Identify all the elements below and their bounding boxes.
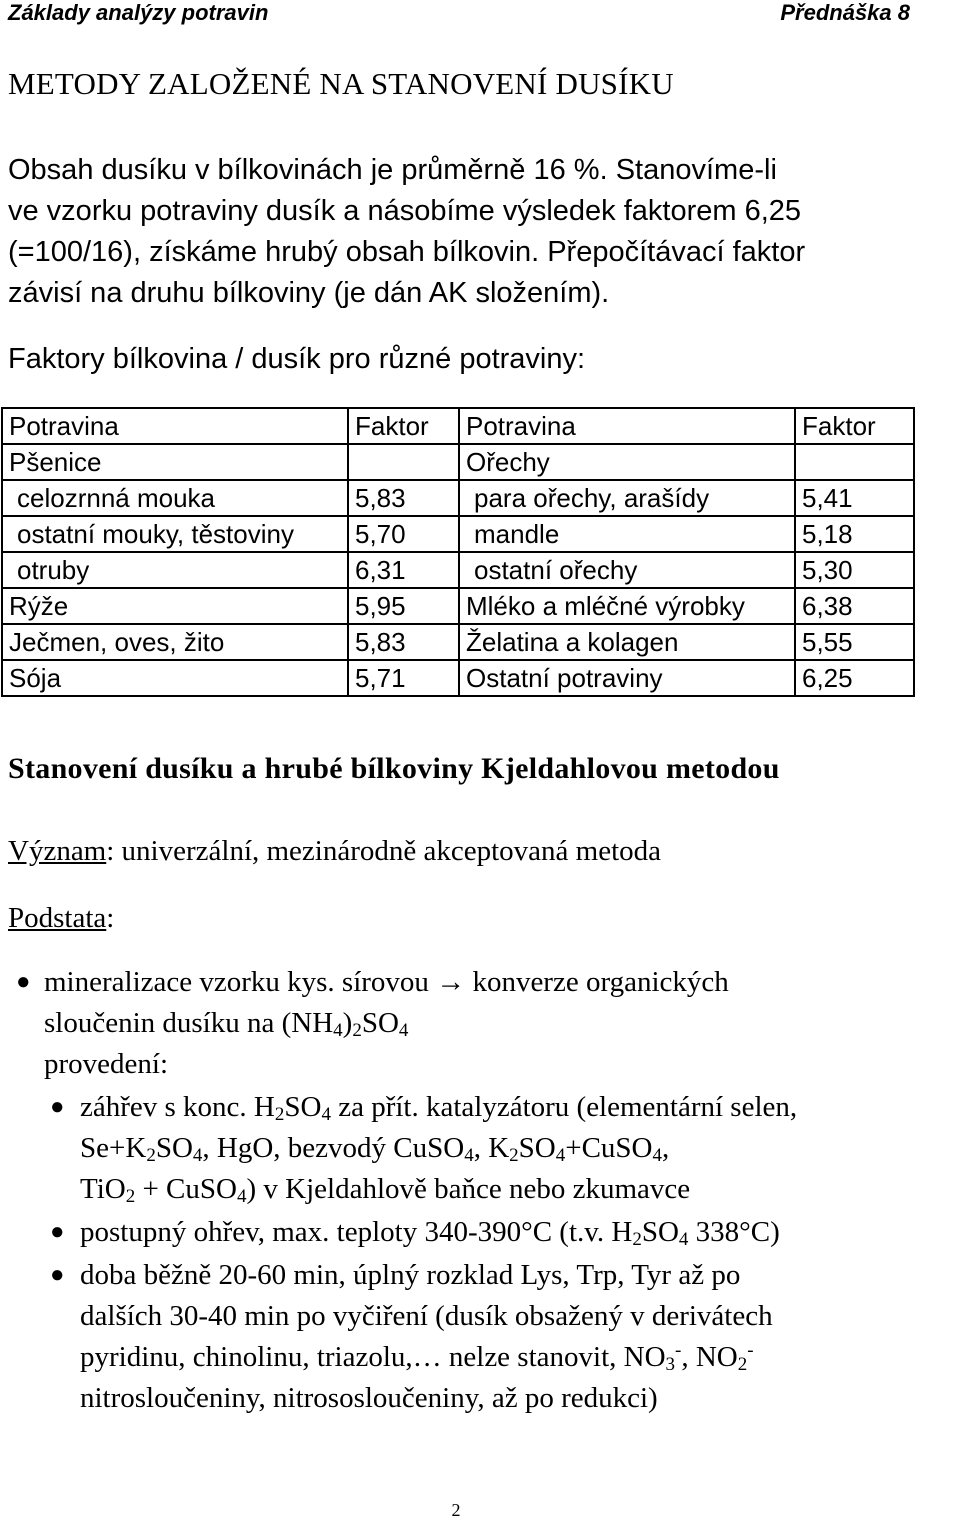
table-row <box>2 516 914 552</box>
subscript: 2 <box>632 1229 642 1250</box>
table-cell: 5,41 <box>795 480 914 516</box>
list-item-text: provedení: <box>44 1048 169 1080</box>
table-cell: Ostatní potraviny <box>459 660 795 696</box>
table-cell: 5,95 <box>348 588 459 624</box>
subscript: 2 <box>274 1104 285 1125</box>
table-cell: celozrnná mouka <box>2 480 348 516</box>
subscript: 4 <box>678 1229 689 1250</box>
subscript: 2 <box>125 1186 136 1207</box>
list-item-text: sloučenin dusíku na (NH <box>44 1007 334 1039</box>
bullet-icon: ● <box>50 1219 65 1245</box>
list-item-text: SO <box>284 1091 322 1123</box>
table-cell: para ořechy, arašídy <box>459 480 795 516</box>
table-cell <box>795 444 914 480</box>
bullet-icon: ● <box>50 1262 65 1288</box>
list-item-text: SO <box>155 1132 193 1164</box>
list-item-text: postupný ohřev, max. teploty 340-390°C (t.v. H <box>80 1216 633 1248</box>
header-lecture-number: Přednáška 8 <box>780 0 910 25</box>
table-cell: ostatní ořechy <box>459 552 795 588</box>
list-item-text: za přít. katalyzátoru (elementární selen, <box>330 1091 798 1123</box>
table-cell: 5,71 <box>348 660 459 696</box>
subscript: 2 <box>737 1354 748 1375</box>
subscript: 3 <box>665 1354 676 1375</box>
list-item-text: SO <box>641 1216 679 1248</box>
list-item-text: 338°C) <box>688 1216 780 1248</box>
list-item-text: nitrosloučeniny, nitrososloučeniny, až po redukci) <box>80 1382 658 1414</box>
table-cell: 5,70 <box>348 516 459 552</box>
vyznam-label: Význam <box>8 835 107 867</box>
subscript: 2 <box>146 1145 156 1166</box>
podstata-line <box>8 902 114 935</box>
list-item-text: , <box>662 1132 670 1164</box>
table-header-cell: Potravina <box>459 408 795 444</box>
list-item-text: ) <box>342 1007 353 1039</box>
page-number: 2 <box>451 1500 461 1520</box>
list-item <box>0 1212 960 1253</box>
table-row <box>2 444 914 480</box>
list-item <box>0 962 960 1085</box>
podstata-text: : <box>106 902 115 934</box>
list-item-text: záhřev s konc. H <box>80 1091 275 1123</box>
table-row <box>2 588 914 624</box>
table-cell: Rýže <box>2 588 348 624</box>
list-item-text: + CuSO <box>135 1173 237 1205</box>
list-item-text: , HgO, bezvodý CuSO <box>202 1132 465 1164</box>
table-header-cell: Faktor <box>348 408 459 444</box>
table-cell: 5,30 <box>795 552 914 588</box>
table-cell: 6,25 <box>795 660 914 696</box>
bullet-icon: ● <box>16 969 31 995</box>
section-title: Stanovení dusíku a hrubé bílkoviny Kjeldahlovou metodou <box>8 752 780 785</box>
intro-line: ve vzorku potraviny dusík a násobíme výsledek faktorem 6,25 <box>8 195 802 227</box>
list-item-text: doba běžně 20-60 min, úplný rozklad Lys, Trp, Tyr až po <box>80 1259 741 1291</box>
table-cell: 5,18 <box>795 516 914 552</box>
subscript: 4 <box>333 1020 343 1041</box>
list-item-text: , K <box>473 1132 510 1164</box>
subscript: 4 <box>652 1145 662 1166</box>
factor-table <box>1 407 915 697</box>
subscript: 4 <box>464 1145 474 1166</box>
subscript: 4 <box>236 1186 247 1207</box>
list-item-text: , NO <box>681 1341 738 1373</box>
table-cell: 5,55 <box>795 624 914 660</box>
list-item-text: TiO <box>80 1173 126 1205</box>
table-cell: Pšenice <box>2 444 348 480</box>
header-course-title: Základy analýzy potravin <box>8 0 269 25</box>
arrow-right-icon: → <box>436 966 466 998</box>
table-header-row <box>2 408 914 444</box>
vyznam-line <box>8 835 661 868</box>
table-cell <box>348 444 459 480</box>
subscript: 2 <box>352 1020 362 1041</box>
bullet-icon: ● <box>50 1094 65 1120</box>
table-cell: Ječmen, oves, žito <box>2 624 348 660</box>
list-item-text: SO <box>361 1007 399 1039</box>
table-cell: Ořechy <box>459 444 795 480</box>
list-item <box>0 1255 960 1419</box>
table-cell: Sója <box>2 660 348 696</box>
table-cell: ostatní mouky, těstoviny <box>2 516 348 552</box>
table-row <box>2 480 914 516</box>
list-item-text: Se+K <box>80 1132 147 1164</box>
intro-line: (=100/16), získáme hrubý obsah bílkovin. Přepočítávací faktor <box>8 236 806 268</box>
table-cell: 6,31 <box>348 552 459 588</box>
page-title: METODY ZALOŽENÉ NA STANOVENÍ DUSÍKU <box>8 66 674 101</box>
list-item-text: pyridinu, chinolinu, triazolu,… nelze stanovit, NO <box>80 1341 666 1373</box>
table-header-cell: Potravina <box>2 408 348 444</box>
list-item-text: +CuSO <box>565 1132 653 1164</box>
list-item-text: mineralizace vzorku kys. sírovou <box>44 966 437 998</box>
table-row <box>2 552 914 588</box>
subscript: 2 <box>509 1145 519 1166</box>
intro-paragraph <box>8 150 938 314</box>
podstata-label: Podstata <box>8 902 107 934</box>
superscript: - <box>747 1340 754 1361</box>
subscript: 4 <box>321 1104 331 1125</box>
table-cell: 5,83 <box>348 480 459 516</box>
table-header-cell: Faktor <box>795 408 914 444</box>
table-cell: 5,83 <box>348 624 459 660</box>
subscript: 4 <box>398 1020 409 1041</box>
list-item <box>0 1087 960 1210</box>
factor-table-heading: Faktory bílkovina / dusík pro různé potraviny: <box>8 343 586 375</box>
intro-line: závisí na druhu bílkoviny (je dán AK složením). <box>8 277 610 309</box>
list-item-text: konverze organických <box>465 966 729 998</box>
table-cell: Želatina a kolagen <box>459 624 795 660</box>
method-list <box>0 962 960 1419</box>
table-row <box>2 624 914 660</box>
table-cell: mandle <box>459 516 795 552</box>
list-item-text: SO <box>518 1132 556 1164</box>
vyznam-text: : univerzální, mezinárodně akceptovaná metoda <box>106 835 662 867</box>
table-cell: otruby <box>2 552 348 588</box>
subscript: 4 <box>192 1145 203 1166</box>
intro-line: Obsah dusíku v bílkovinách je průměrně 16 %. Stanovíme-li <box>8 154 777 186</box>
list-item-text: dalších 30-40 min po vyčiření (dusík obsažený v derivátech <box>80 1300 773 1332</box>
superscript: - <box>675 1340 682 1361</box>
table-row <box>2 660 914 696</box>
table-cell: Mléko a mléčné výrobky <box>459 588 795 624</box>
table-cell: 6,38 <box>795 588 914 624</box>
list-item-text: ) v Kjeldahlově baňce nebo zkumavce <box>246 1173 691 1205</box>
subscript: 4 <box>555 1145 566 1166</box>
